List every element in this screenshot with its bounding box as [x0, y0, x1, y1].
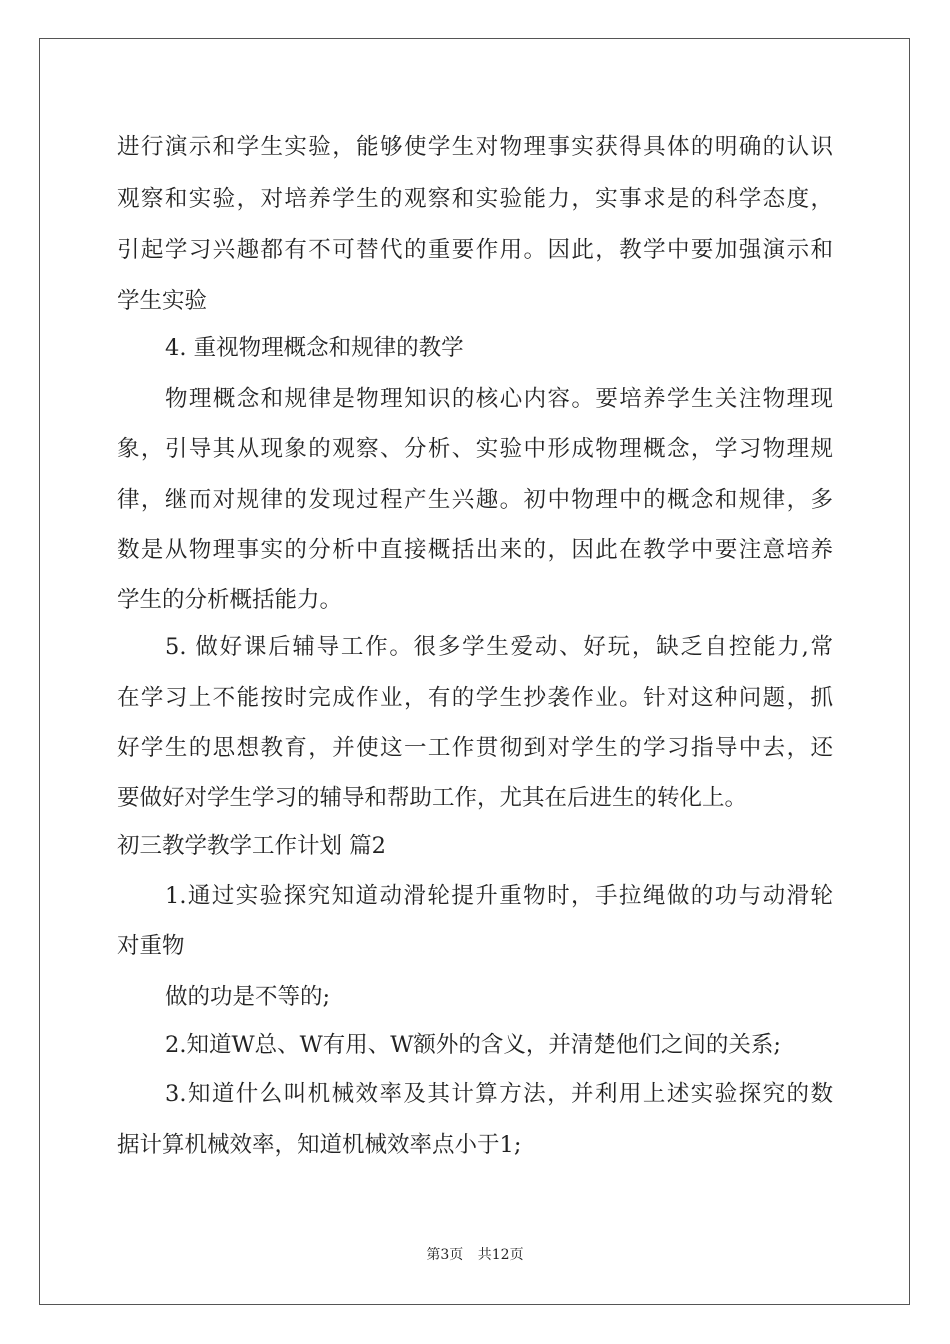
page-number: 第3页 — [426, 1247, 464, 1263]
section-title: 初三教学教学工作计划 篇2 — [117, 833, 386, 859]
body-line: 进行演示和学生实验，能够使学生对物理事实获得具体的明确的认识 — [117, 134, 833, 160]
page-footer — [0, 1245, 950, 1265]
body-line: 数是从物理事实的分析中直接概括出来的，因此在教学中要注意培养 — [117, 537, 833, 563]
body-line: 学生的分析概括能力。 — [117, 587, 343, 613]
body-line: 引起学习兴趣都有不可替代的重要作用。因此，教学中要加强演示和 — [117, 237, 833, 263]
page-total: 共12页 — [477, 1247, 524, 1263]
page-border — [39, 38, 910, 1305]
body-line: 在学习上不能按时完成作业，有的学生抄袭作业。针对这种问题，抓 — [117, 685, 833, 711]
body-line: 1.通过实验探究知道动滑轮提升重物时，手拉绳做的功与动滑轮 — [165, 883, 833, 909]
body-line: 3.知道什么叫机械效率及其计算方法，并利用上述实验探究的数 — [165, 1081, 833, 1107]
body-line: 象，引导其从现象的观察、分析、实验中形成物理概念，学习物理规 — [117, 436, 833, 462]
body-line: 对重物 — [117, 933, 185, 959]
body-line: 律，继而对规律的发现过程产生兴趣。初中物理中的概念和规律，多 — [117, 487, 833, 513]
section-heading: 4. 重视物理概念和规律的教学 — [165, 335, 464, 361]
body-line: 做的功是不等的; — [165, 984, 331, 1010]
body-line: 观察和实验，对培养学生的观察和实验能力，实事求是的科学态度， — [117, 186, 833, 212]
body-line: 据计算机械效率，知道机械效率点小于1; — [117, 1132, 522, 1158]
body-line: 学生实验 — [117, 288, 208, 314]
body-line: 好学生的思想教育，并使这一工作贯彻到对学生的学习指导中去，还 — [117, 735, 833, 761]
body-line: 要做好对学生学习的辅导和帮助工作，尤其在后进生的转化上。 — [117, 785, 748, 811]
body-line: 5. 做好课后辅导工作。很多学生爱动、好玩，缺乏自控能力,常 — [165, 634, 833, 660]
body-line: 物理概念和规律是物理知识的核心内容。要培养学生关注物理现 — [165, 386, 833, 412]
body-line: 2.知道W总、W有用、W额外的含义，并清楚他们之间的关系; — [165, 1032, 781, 1058]
